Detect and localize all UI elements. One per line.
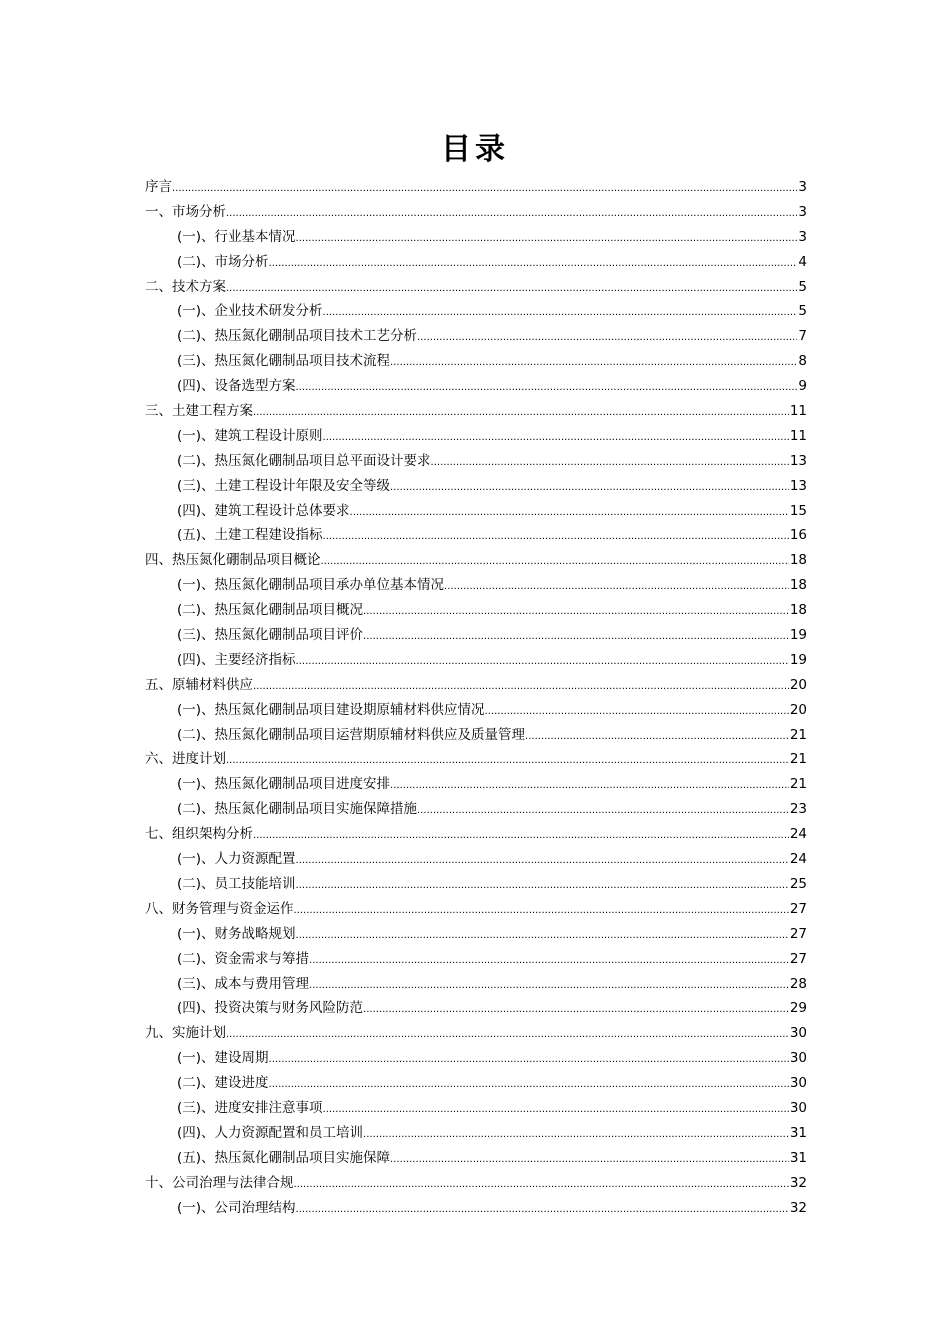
toc-dot-leader	[269, 1046, 789, 1073]
toc-entry-title: 八、财务管理与资金运作	[145, 900, 294, 917]
toc-dot-leader	[431, 449, 789, 476]
toc-entry[interactable]	[145, 648, 807, 673]
toc-page-number: 27	[789, 925, 807, 942]
toc-page-number: 32	[789, 1174, 807, 1191]
toc-page-number: 4	[798, 253, 807, 270]
toc-page-number: 18	[789, 577, 807, 594]
toc-page-number: 5	[798, 278, 807, 295]
toc-page-number: 28	[789, 975, 807, 992]
toc-page-number: 30	[789, 1099, 807, 1116]
toc-entry-title: (二)、资金需求与筹措	[177, 950, 310, 967]
toc-entry[interactable]	[145, 598, 807, 623]
toc-page-number: 3	[798, 228, 807, 245]
toc-entry-title: (四)、设备选型方案	[177, 378, 296, 395]
toc-entry-title: (三)、热压氮化硼制品项目技术流程	[177, 353, 391, 370]
toc-entry-title: 九、实施计划	[145, 1025, 226, 1042]
toc-page-number: 9	[798, 378, 807, 395]
toc-page-number: 31	[789, 1149, 807, 1166]
toc-page-number: 11	[789, 427, 807, 444]
toc-page-number: 21	[789, 776, 807, 793]
toc-page-number: 27	[789, 950, 807, 967]
toc-entry[interactable]	[145, 1071, 807, 1096]
toc-entry[interactable]	[145, 1096, 807, 1121]
toc-page-number: 24	[789, 851, 807, 868]
toc-dot-leader	[296, 374, 798, 401]
toc-dot-leader	[323, 299, 798, 326]
toc-page-number: 7	[798, 328, 807, 345]
toc-page-number: 30	[789, 1050, 807, 1067]
toc-entry-title: (一)、人力资源配置	[177, 851, 296, 868]
toc-page-number: 5	[798, 303, 807, 320]
toc-page-number: 19	[789, 651, 807, 668]
toc-page-number: 25	[789, 875, 807, 892]
toc-dot-leader	[296, 225, 798, 252]
toc-entry[interactable]	[145, 623, 807, 648]
toc-page-number: 18	[789, 552, 807, 569]
toc-page-number: 27	[789, 900, 807, 917]
toc-entry[interactable]	[145, 1046, 807, 1071]
page-title: 目录	[441, 132, 509, 167]
toc-entry[interactable]	[145, 449, 807, 474]
toc-entry[interactable]	[145, 772, 807, 797]
toc-entry-title: 序言	[145, 179, 172, 195]
toc-page-number: 18	[789, 602, 807, 619]
toc-entry-title: (一)、财务战略规划	[177, 925, 296, 942]
toc-entry-title: (一)、行业基本情况	[177, 228, 296, 245]
toc-dot-leader	[309, 972, 789, 999]
toc-page-number: 11	[789, 403, 807, 420]
toc-dot-leader	[226, 200, 797, 227]
toc-dot-leader	[294, 897, 789, 924]
toc-entry[interactable]	[145, 399, 807, 424]
toc-page-number: 29	[789, 1000, 807, 1017]
toc-entry[interactable]	[145, 424, 807, 449]
toc-dot-leader	[253, 673, 789, 700]
toc-dot-leader	[321, 548, 789, 575]
toc-dot-leader	[390, 474, 789, 501]
toc-entry[interactable]	[145, 1171, 807, 1196]
toc-entry-title: (三)、进度安排注意事项	[177, 1099, 323, 1116]
toc-entry-title: (四)、建筑工程设计总体要求	[177, 502, 350, 519]
toc-dot-leader	[323, 523, 789, 550]
toc-entry-title: (二)、热压氮化硼制品项目概况	[177, 602, 364, 619]
toc-entry-title: 六、进度计划	[145, 751, 226, 768]
toc-dot-leader	[390, 1146, 789, 1173]
toc-entry[interactable]	[145, 1196, 807, 1221]
toc-dot-leader	[525, 723, 789, 750]
toc-entry[interactable]	[145, 374, 807, 399]
toc-entry-title: 三、土建工程方案	[145, 403, 253, 420]
toc-page-number: 8	[798, 353, 807, 370]
toc-entry[interactable]	[145, 175, 807, 200]
toc-dot-leader	[253, 399, 789, 426]
toc-entry-title: 四、热压氮化硼制品项目概论	[145, 552, 321, 569]
toc-entry[interactable]	[145, 1146, 807, 1171]
toc-entry-title: (三)、土建工程设计年限及安全等级	[177, 477, 391, 494]
toc-page-number: 19	[789, 627, 807, 644]
toc-dot-leader	[296, 922, 789, 949]
toc-page-number: 23	[789, 801, 807, 818]
toc-dot-leader	[294, 1171, 789, 1198]
toc-dot-leader	[390, 772, 789, 799]
toc-entry[interactable]	[145, 250, 807, 275]
toc-entry-title: (二)、热压氮化硼制品项目运营期原辅材料供应及质量管理	[177, 726, 526, 743]
toc-entry[interactable]	[145, 200, 807, 225]
toc-entry[interactable]	[145, 225, 807, 250]
toc-entry-title: (一)、热压氮化硼制品项目进度安排	[177, 776, 391, 793]
toc-entry[interactable]	[145, 872, 807, 897]
toc-entry[interactable]	[145, 499, 807, 524]
toc-entry-title: (二)、市场分析	[177, 253, 269, 270]
toc-dot-leader	[417, 324, 797, 351]
toc-entry[interactable]	[145, 573, 807, 598]
toc-page-number: 31	[789, 1124, 807, 1141]
toc-entry[interactable]	[145, 523, 807, 548]
toc-entry-title: (四)、投资决策与财务风险防范	[177, 1000, 364, 1017]
toc-entry-title: (一)、企业技术研发分析	[177, 303, 323, 320]
toc-dot-leader	[363, 623, 789, 650]
toc-entry-title: (四)、主要经济指标	[177, 651, 296, 668]
toc-page-number: 20	[789, 701, 807, 718]
toc-entry[interactable]	[145, 822, 807, 847]
toc-entry-title: 七、组织架构分析	[145, 826, 253, 843]
toc-page-number: 15	[789, 502, 807, 519]
toc-dot-leader	[296, 1196, 789, 1223]
toc-entry[interactable]	[145, 847, 807, 872]
toc-entry[interactable]	[145, 548, 807, 573]
toc-dot-leader	[226, 1021, 789, 1048]
toc-entry[interactable]	[145, 698, 807, 723]
toc-dot-leader	[390, 349, 797, 376]
toc-entry-title: (二)、员工技能培训	[177, 875, 296, 892]
toc-entry[interactable]	[145, 922, 807, 947]
toc-entry[interactable]	[145, 897, 807, 922]
toc-entry[interactable]	[145, 797, 807, 822]
toc-page-number: 30	[789, 1075, 807, 1092]
toc-entry-title: (四)、人力资源配置和员工培训	[177, 1124, 364, 1141]
toc-page-number: 16	[789, 527, 807, 544]
toc-page-number: 3	[798, 179, 807, 195]
toc-entry[interactable]	[145, 299, 807, 324]
toc-page-number: 21	[789, 751, 807, 768]
toc-entry[interactable]	[145, 324, 807, 349]
toc-entry-title: (五)、土建工程建设指标	[177, 527, 323, 544]
toc-page-number: 21	[789, 726, 807, 743]
toc-entry-title: (二)、建设进度	[177, 1075, 269, 1092]
toc-dot-leader	[269, 1071, 789, 1098]
toc-dot-leader	[363, 598, 789, 625]
toc-dot-leader	[296, 847, 789, 874]
toc-entry[interactable]	[145, 972, 807, 997]
toc-entry-title: (二)、热压氮化硼制品项目技术工艺分析	[177, 328, 418, 345]
toc-page-number: 13	[789, 452, 807, 469]
toc-entry-title: (三)、热压氮化硼制品项目评价	[177, 627, 364, 644]
toc-entry[interactable]	[145, 275, 807, 300]
toc-dot-leader	[269, 250, 798, 277]
toc-entry-title: 一、市场分析	[145, 203, 226, 220]
toc-dot-leader	[323, 424, 789, 451]
toc-dot-leader	[226, 275, 797, 302]
toc-dot-leader	[309, 947, 789, 974]
toc-entry-title: (二)、热压氮化硼制品项目总平面设计要求	[177, 452, 431, 469]
toc-entry[interactable]	[145, 723, 807, 748]
toc-page-number: 20	[789, 676, 807, 693]
toc-dot-leader	[323, 1096, 789, 1123]
toc-dot-leader	[172, 175, 797, 202]
toc-page-number: 3	[798, 203, 807, 220]
toc-page-number: 32	[789, 1199, 807, 1216]
toc-entry-title: (五)、热压氮化硼制品项目实施保障	[177, 1149, 391, 1166]
toc-dot-leader	[296, 872, 789, 899]
toc-entry[interactable]	[145, 1121, 807, 1146]
toc-dot-leader	[363, 996, 789, 1023]
toc-dot-leader	[417, 797, 789, 824]
toc-entry-title: (二)、热压氮化硼制品项目实施保障措施	[177, 801, 418, 818]
toc-entry-title: (一)、热压氮化硼制品项目建设期原辅材料供应情况	[177, 701, 485, 718]
toc-entry-title: 二、技术方案	[145, 278, 226, 295]
toc-entry[interactable]	[145, 1021, 807, 1046]
toc-dot-leader	[363, 1121, 789, 1148]
toc-dot-leader	[485, 698, 789, 725]
toc-entry[interactable]	[145, 349, 807, 374]
toc-entry-title: (一)、建设周期	[177, 1050, 269, 1067]
toc-entry-title: (一)、公司治理结构	[177, 1199, 296, 1216]
toc-dot-leader	[350, 499, 789, 526]
toc-dot-leader	[253, 822, 789, 849]
toc-entry[interactable]	[145, 673, 807, 698]
toc-entry-title: 十、公司治理与法律合规	[145, 1174, 294, 1191]
toc-page-number: 13	[789, 477, 807, 494]
toc-entry-title: (一)、建筑工程设计原则	[177, 427, 323, 444]
toc-entry-title: (一)、热压氮化硼制品项目承办单位基本情况	[177, 577, 445, 594]
toc-entry[interactable]	[145, 474, 807, 499]
toc-entry[interactable]	[145, 747, 807, 772]
toc-entry[interactable]	[145, 996, 807, 1021]
toc-page-number: 30	[789, 1025, 807, 1042]
toc-dot-leader	[226, 747, 789, 774]
toc-dot-leader	[296, 648, 789, 675]
table-of-contents	[145, 175, 807, 1220]
toc-page-number: 24	[789, 826, 807, 843]
toc-dot-leader	[444, 573, 789, 600]
toc-entry[interactable]	[145, 947, 807, 972]
toc-entry-title: 五、原辅材料供应	[145, 676, 253, 693]
toc-entry-title: (三)、成本与费用管理	[177, 975, 310, 992]
